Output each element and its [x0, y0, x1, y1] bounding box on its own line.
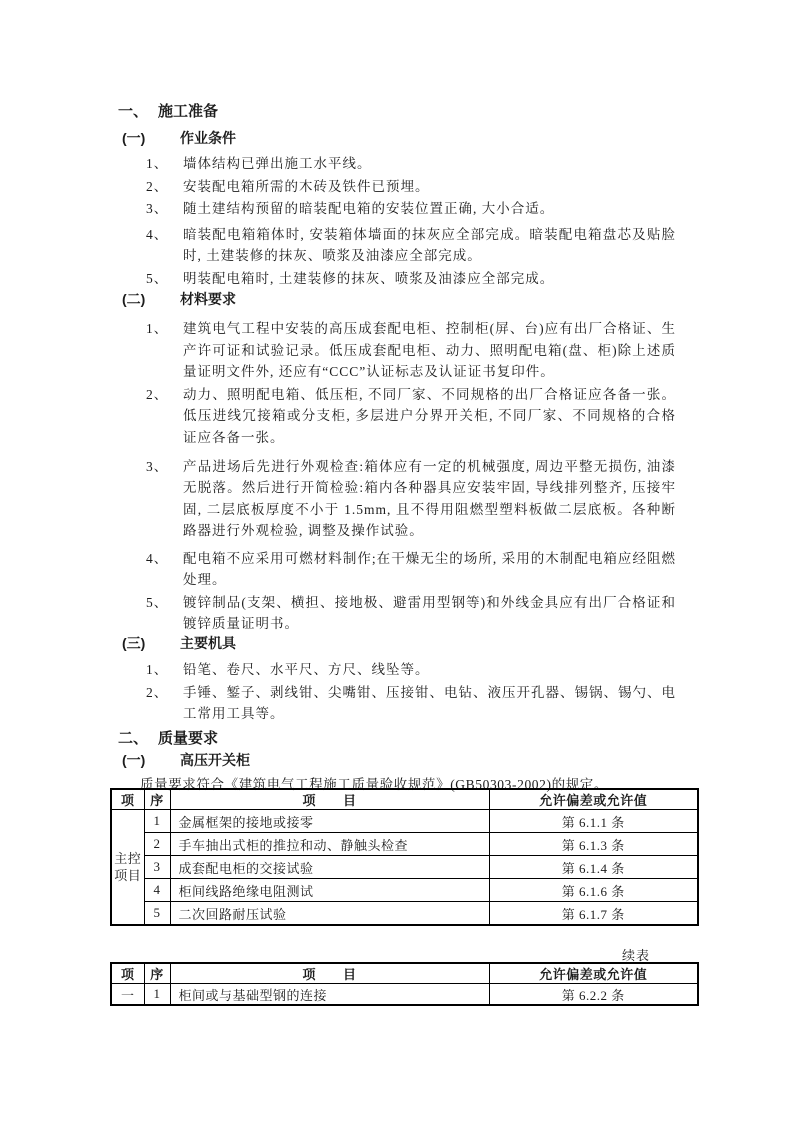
table-cell-value: 第 6.1.7 条: [489, 902, 698, 926]
table-cell-item: 二次回路耐压试验: [170, 902, 489, 926]
item-text: 明装配电箱时, 土建装修的抹灰、喷浆及油漆应全部完成。: [183, 270, 555, 286]
item-text: 动力、照明配电箱、低压柜, 不同厂家、不同规格的出厂合格证应各备一张。低压进线冗接箱或分支柜, 多层进户分界开关柜, 不同厂家、不同规格的合格证应各备一张。: [183, 386, 676, 445]
subsection-title: 作业条件: [180, 130, 236, 146]
subsection-heading-1-1: [0, 130, 793, 147]
item-text: 产品进场后先进行外观检查:箱体应有一定的机械强度, 周边平整无损伤, 油漆无脱落。然后进行开简检验:箱内各种器具应安装牢固, 导线排列整齐, 压接牢固, 二层底板厚度不小于 1.5mm, 且不得用阻燃型塑料板做二层底板。各种断路器进行外观检验, 调整及操作试验。: [183, 458, 676, 538]
item-number: 4、: [146, 550, 169, 566]
item-number: 4、: [146, 226, 169, 242]
table-header-cell: 项: [111, 963, 144, 984]
subsection-heading-1-3: [0, 635, 793, 652]
item-number: 2、: [146, 386, 169, 402]
table-cell-seq: 1: [144, 984, 170, 1006]
item-text: 暗装配电箱箱体时, 安装箱体墙面的抹灰应全部完成。暗装配电箱盘芯及贴脸时, 土建装修的抹灰、喷浆及油漆应全部完成。: [183, 226, 676, 263]
list-item: [0, 176, 793, 198]
table-header-cell: 序: [144, 963, 170, 984]
list-item: [0, 224, 793, 267]
table-row: [111, 879, 698, 902]
item-text: 配电箱不应采用可燃材料制作;在干燥无尘的场所, 采用的木制配电箱应经阻燃处理。: [183, 550, 676, 587]
table-cell-item: 柜间或与基础型钢的连接: [170, 984, 489, 1006]
section-heading-1: [0, 103, 793, 121]
item-number: 1、: [146, 662, 169, 677]
table-cell-value: 第 6.1.4 条: [489, 856, 698, 879]
list-item: [0, 592, 793, 635]
table-cell-seq: 3: [144, 856, 170, 879]
table-cell-item: 手车抽出式柜的推拉和动、静触头检查: [170, 833, 489, 856]
item-number: 5、: [146, 594, 169, 610]
item-text: 随土建结构预留的暗装配电箱的安装位置正确, 大小合适。: [183, 201, 555, 216]
section-heading-2: [0, 730, 793, 748]
subsection-title: 主要机具: [180, 634, 236, 651]
item-number: 3、: [146, 201, 169, 216]
continuation-table-label: 续表: [621, 948, 650, 963]
table-header-cell: 项: [111, 789, 144, 810]
section-title: 质量要求: [158, 729, 219, 747]
table-header-row: [111, 789, 698, 810]
subsection-title: 材料要求: [180, 291, 236, 307]
list-item: [0, 153, 793, 175]
subsection-number: (二): [122, 291, 146, 307]
table-row: [111, 810, 698, 833]
table-cell-item: 成套配电柜的交接试验: [170, 856, 489, 879]
item-number: 3、: [146, 458, 169, 474]
table-cell-value: 第 6.1.1 条: [489, 810, 698, 833]
table-row: [111, 833, 698, 856]
table-cell-seq: 5: [144, 902, 170, 926]
table-header-cell: 允许偏差或允许值: [489, 789, 698, 810]
item-text: 铅笔、卷尺、水平尺、方尺、线坠等。: [183, 662, 430, 677]
table-row: [111, 902, 698, 926]
table-cell-value: 第 6.1.3 条: [489, 833, 698, 856]
row-group-label: 主控项目: [111, 810, 144, 926]
quality-standard-paragraph: 质量要求符合《建筑电气工程施工质量验收规范》(GB50303-2002)的规定。: [140, 776, 608, 792]
section-title: 施工准备: [158, 103, 219, 120]
table-cell-seq: 1: [144, 810, 170, 833]
row-group-label: 一: [111, 984, 144, 1006]
item-number: 2、: [146, 684, 169, 700]
section-number: 二、: [118, 729, 149, 747]
table-header-cell: 项 目: [170, 963, 489, 984]
item-text: 镀锌制品(支架、横担、接地极、避雷用型钢等)和外线金具应有出厂合格证和镀锌质量证明书。: [183, 594, 676, 631]
item-text: 安装配电箱所需的木砖及铁件已预埋。: [183, 178, 430, 194]
table-header-cell: 允许偏差或允许值: [489, 963, 698, 984]
section-number: 一、: [118, 103, 149, 120]
list-item: [0, 548, 793, 591]
subsection-heading-2-1: [0, 752, 793, 769]
list-item: [0, 682, 793, 725]
table-cell-seq: 4: [144, 879, 170, 902]
table-header-cell: 项 目: [170, 789, 489, 810]
table-cell-seq: 2: [144, 833, 170, 856]
item-text: 手锤、錾子、剥线钳、尖嘴钳、压接钳、电钻、液压开孔器、锡锅、锡勺、电工常用工具等。: [183, 684, 676, 721]
table-row: [111, 856, 698, 879]
table-cell-item: 金属框架的接地或接零: [170, 810, 489, 833]
subsection-title: 高压开关柜: [180, 751, 250, 768]
quality-table-main: [110, 788, 699, 926]
table-header-row: [111, 963, 698, 984]
table-cell-value: 第 6.1.6 条: [489, 879, 698, 902]
list-item: [0, 659, 793, 681]
table-cell-value: 第 6.2.2 条: [489, 984, 698, 1006]
item-number: 1、: [146, 156, 169, 171]
subsection-number: (一): [122, 751, 146, 768]
subsection-heading-1-2: [0, 291, 793, 308]
list-item: [0, 456, 793, 542]
quality-table-continued: [110, 962, 699, 1006]
list-item: [0, 198, 793, 220]
subsection-number: (三): [122, 634, 146, 651]
table-row: [111, 984, 698, 1006]
table-cell-item: 柜间线路绝缘电阻测试: [170, 879, 489, 902]
item-number: 1、: [146, 321, 169, 336]
table-header-cell: 序: [144, 789, 170, 810]
list-item: [0, 384, 793, 449]
list-item: [0, 318, 793, 383]
item-number: 2、: [146, 178, 169, 194]
subsection-number: (一): [122, 130, 146, 146]
item-text: 墙体结构已弹出施工水平线。: [183, 156, 372, 171]
list-item: [0, 268, 793, 290]
item-text: 建筑电气工程中安装的高压成套配电柜、控制柜(屏、台)应有出厂合格证、生产许可证和试验记录。低压成套配电柜、动力、照明配电箱(盘、柜)除上述质量证明文件外, 还应有“CCC”认证标志及认证证书复印件。: [183, 321, 676, 379]
document-body: [0, 103, 793, 795]
item-number: 5、: [146, 270, 169, 286]
